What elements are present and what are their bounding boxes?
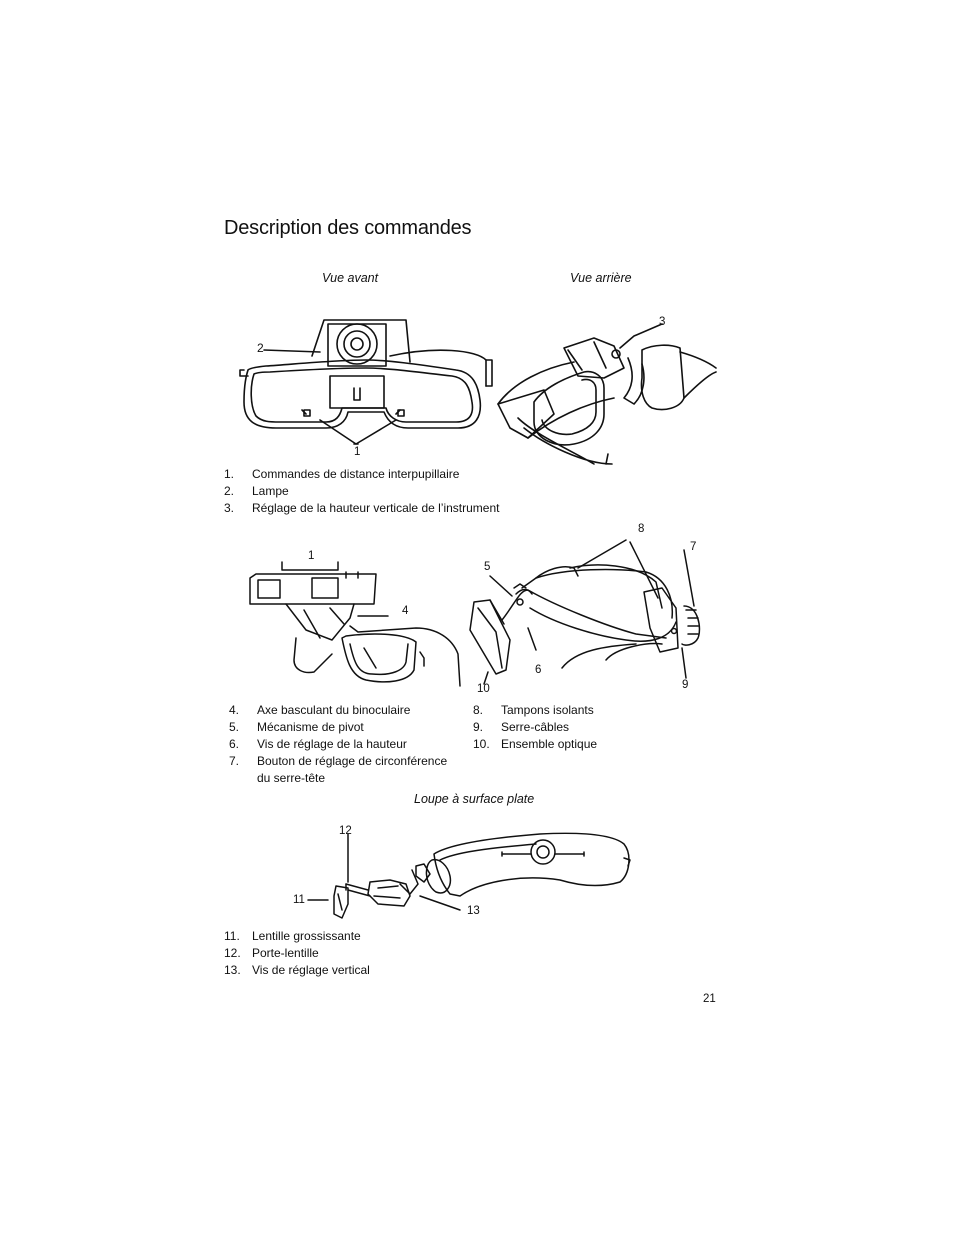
legend-list-3	[224, 928, 370, 979]
legend-list-1	[224, 466, 499, 517]
caption-rear-view: Vue arrière	[570, 271, 632, 285]
list-item: 9. Serre-câbles	[473, 720, 570, 734]
front-view-illustration	[236, 316, 492, 456]
list-item: 13. Vis de réglage vertical	[224, 963, 370, 977]
legend-list-2-left	[229, 702, 459, 787]
list-item: 2. Lampe	[224, 484, 289, 498]
callout-8: 8	[638, 523, 645, 535]
list-item: 11. Lentille grossissante	[224, 929, 361, 943]
legend-list-2-right	[473, 702, 673, 753]
list-item: 10. Ensemble optique	[473, 737, 598, 751]
list-item: 1. Commandes de distance interpupillaire	[224, 467, 460, 481]
callout-12: 12	[339, 825, 352, 837]
list-item: 8. Tampons isolants	[473, 703, 594, 717]
callout-10: 10	[477, 683, 490, 695]
rear-view-illustration	[494, 318, 718, 464]
callout-9: 9	[682, 679, 689, 691]
page-title: Description des commandes	[224, 217, 472, 239]
callout-2-top: 2	[257, 341, 264, 355]
callout-5: 5	[484, 561, 491, 573]
callout-11: 11	[293, 894, 305, 906]
binocular-side-illustration	[246, 558, 464, 692]
list-item: 6. Vis de réglage de la hauteur	[229, 737, 407, 751]
list-item: 7. Bouton de réglage de circonférence du serre-tête	[229, 754, 448, 785]
callout-7: 7	[690, 541, 697, 553]
list-item: 12. Porte-lentille	[224, 946, 319, 960]
callout-1-mid: 1	[308, 550, 315, 562]
list-item: 5. Mécanisme de pivot	[229, 720, 364, 734]
list-item: 3. Réglage de la hauteur verticale de l’instrument	[224, 501, 500, 515]
page-number: 21	[703, 993, 716, 1005]
caption-front-view: Vue avant	[322, 271, 379, 285]
callout-13: 13	[467, 905, 480, 917]
list-item: 4. Axe basculant du binoculaire	[229, 703, 411, 717]
callout-3-top: 3	[659, 316, 666, 328]
callout-4: 4	[402, 605, 409, 617]
callout-1-top: 1	[354, 446, 361, 458]
headband-illustration	[466, 528, 718, 696]
caption-flat-loupe: Loupe à surface plate	[414, 792, 535, 806]
callout-6: 6	[535, 664, 542, 676]
